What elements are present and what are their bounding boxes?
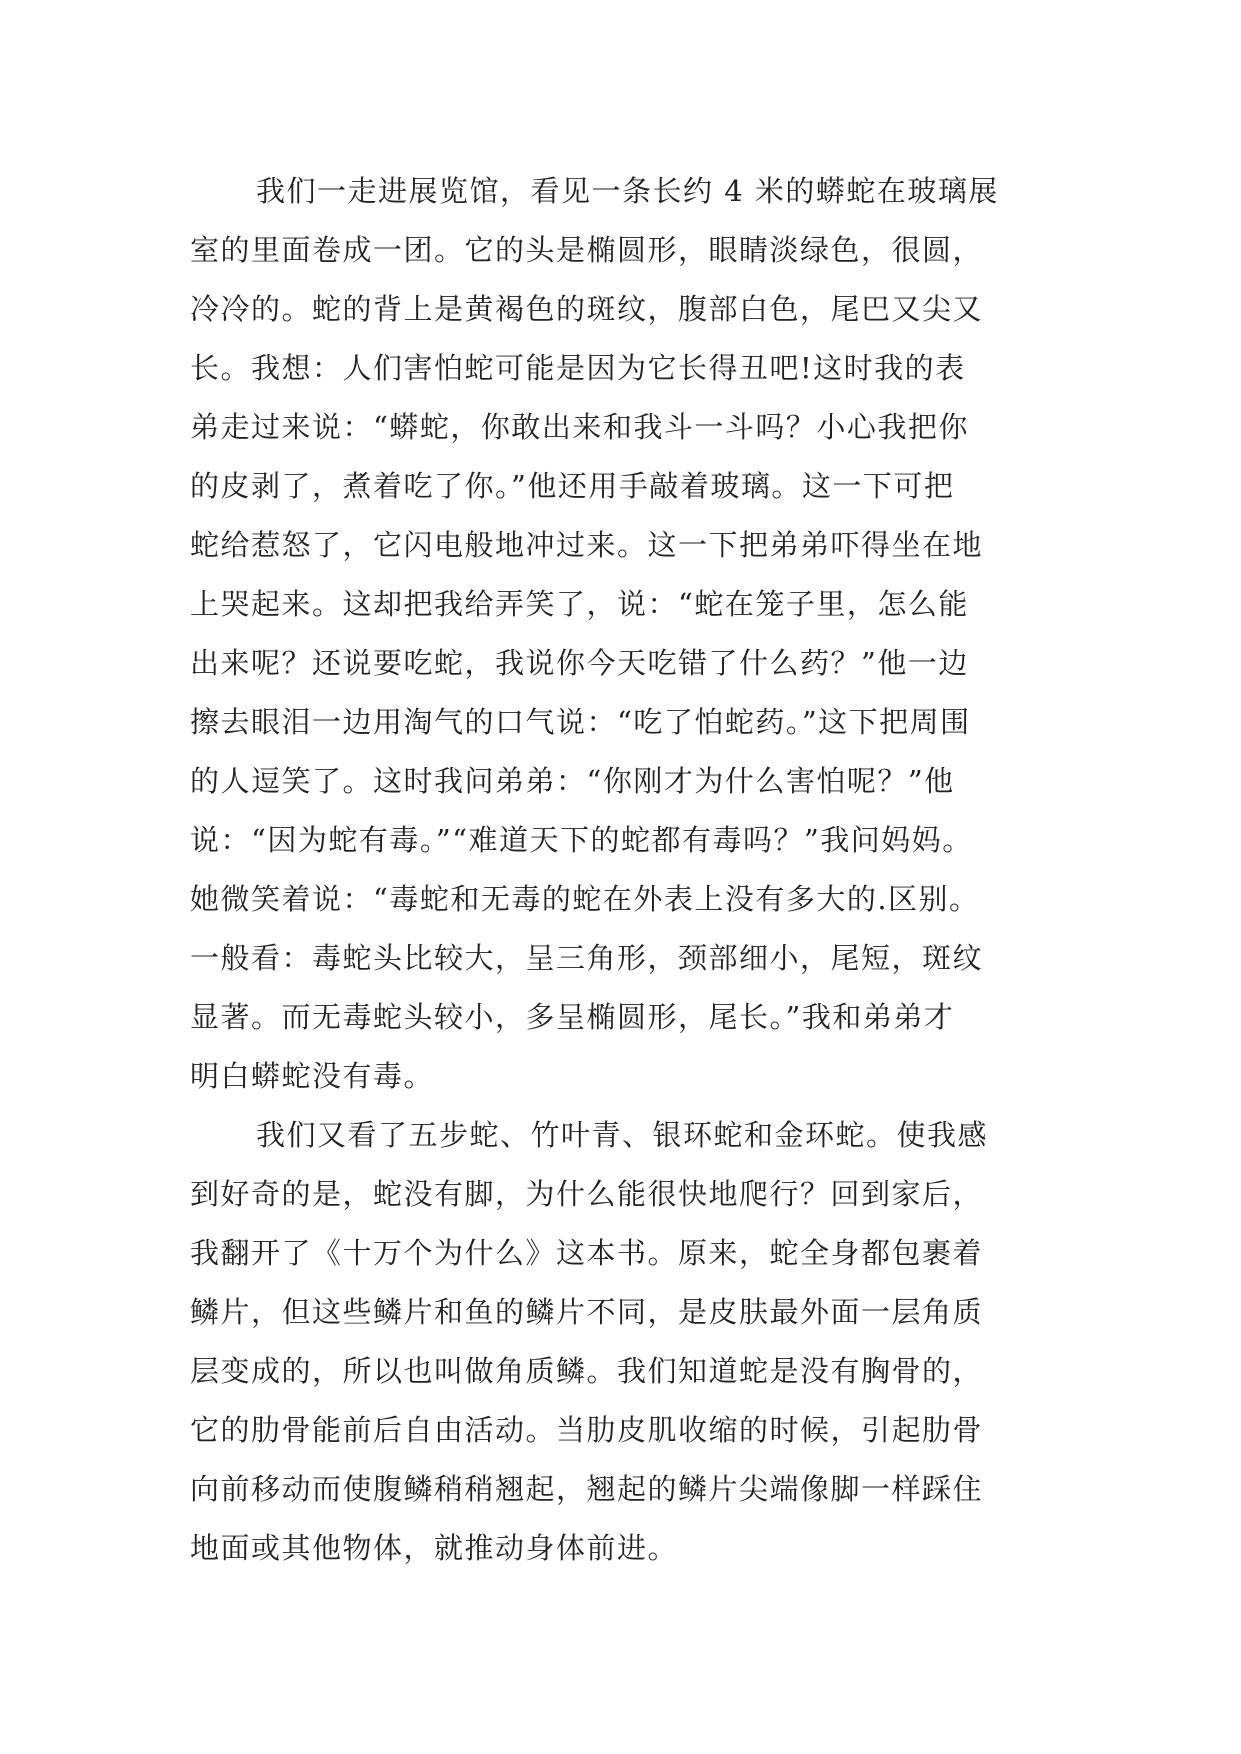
text-line: 出来呢？还说要吃蛇，我说你今天吃错了什么药？”他一边 [190,646,969,680]
text-line: 长。我想：人们害怕蛇可能是因为它长得丑吧!这时我的表 [190,351,966,385]
text-line: 室的里面卷成一团。它的头是椭圆形，眼睛淡绿色，很圆， [190,233,984,267]
text-line: 层变成的，所以也叫做角质鳞。我们知道蛇是没有胸骨的， [190,1354,984,1388]
text-line: 的皮剥了，煮着吃了你。”他还用手敲着玻璃。这一下可把 [190,469,955,503]
text-line: 向前移动而使腹鳞稍稍翘起，翘起的鳞片尖端像脚一样踩住 [190,1472,984,1506]
text-line: 的人逗笑了。这时我问弟弟：“你刚才为什么害怕呢？”他 [190,764,955,798]
text-line: 我翻开了《十万个为什么》这本书。原来，蛇全身都包裹着 [190,1236,984,1270]
text-line: 上哭起来。这却把我给弄笑了，说：“蛇在笼子里，怎么能 [190,587,969,621]
text-line: 蛇给惹怒了，它闪电般地冲过来。这一下把弟弟吓得坐在地 [190,528,984,562]
paragraph-1 [190,162,1050,1106]
text-line: 鳞片，但这些鳞片和鱼的鳞片不同，是皮肤最外面一层角质 [190,1295,984,1329]
text-line: 地面或其他物体，就推动身体前进。 [190,1531,679,1565]
text-line: 弟走过来说：“蟒蛇，你敢出来和我斗一斗吗？小心我把你 [190,410,969,444]
paragraph-2 [190,1106,1050,1578]
text-line: 我们一走进展览馆，看见一条长约 4 米的蟒蛇在玻璃展 [256,174,999,208]
text-line: 冷冷的。蛇的背上是黄褐色的斑纹，腹部白色，尾巴又尖又 [190,292,984,326]
text-line: 擦去眼泪一边用淘气的口气说：“吃了怕蛇药。”这下把周围 [190,705,971,739]
text-line: 它的肋骨能前后自由活动。当肋皮肌收缩的时候，引起肋骨 [190,1413,984,1447]
document-body [190,162,1050,1578]
text-line: 一般看：毒蛇头比较大，呈三角形，颈部细小，尾短，斑纹 [190,941,984,975]
text-line: 明白蟒蛇没有毒。 [190,1059,435,1093]
text-line: 说：“因为蛇有毒。”“难道天下的蛇都有毒吗？”我问妈妈。 [190,823,973,857]
text-line: 她微笑着说：“毒蛇和无毒的蛇在外表上没有多大的.区别。 [190,882,980,916]
text-line: 我们又看了五步蛇、竹叶青、银环蛇和金环蛇。使我感 [256,1118,989,1152]
text-line: 到好奇的是，蛇没有脚，为什么能很快地爬行？回到家后， [190,1177,984,1211]
text-line: 显著。而无毒蛇头较小，多呈椭圆形，尾长。”我和弟弟才 [190,1000,955,1034]
